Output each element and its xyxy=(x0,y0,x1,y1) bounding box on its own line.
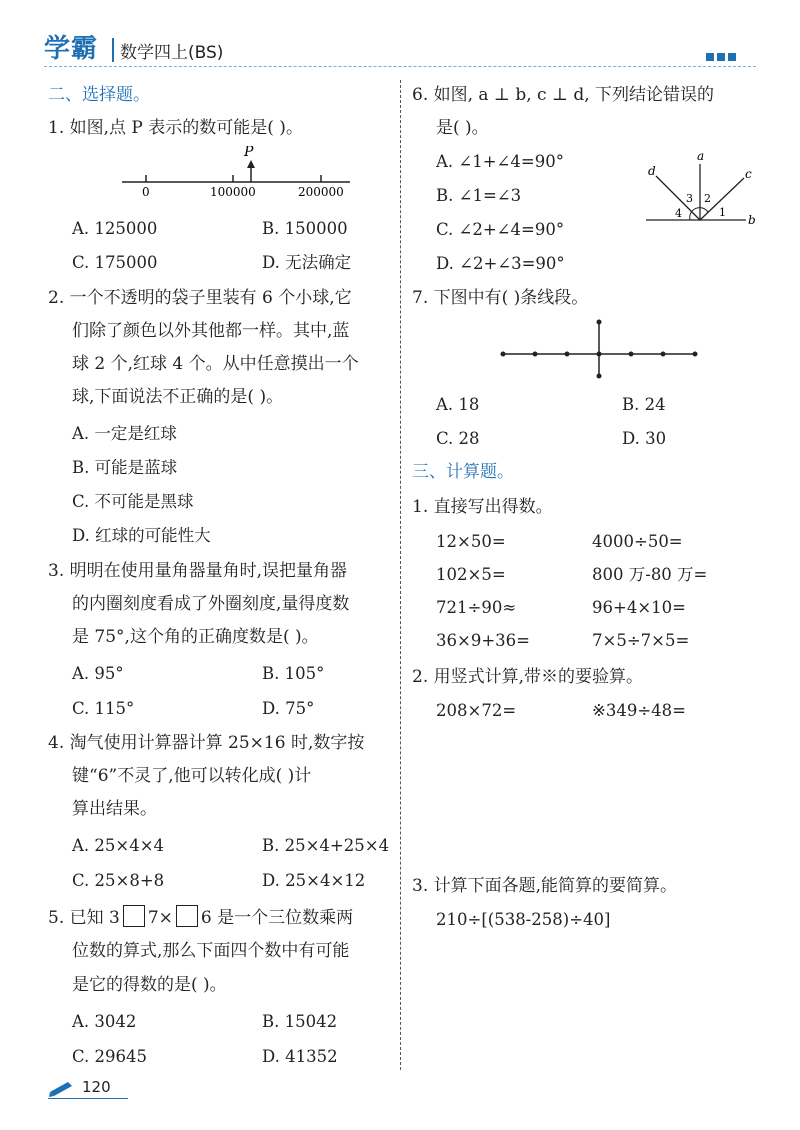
header-divider xyxy=(112,38,114,62)
q3-option-a[interactable]: A. 95° xyxy=(72,664,124,683)
q1-stem: 1. 如图,点 P 表示的数可能是( )。 xyxy=(48,118,303,138)
q2-option-c[interactable]: C. 不可能是黑球 xyxy=(72,492,194,511)
q3-line-2: 的内圈刻度看成了外圈刻度,量得度数 xyxy=(72,594,350,614)
q2-option-d[interactable]: D. 红球的可能性大 xyxy=(72,526,211,545)
q1-option-a[interactable]: A. 125000 xyxy=(72,219,158,238)
calc1-item-5: 721÷90≈ xyxy=(436,598,517,617)
label-angle-4: 4 xyxy=(675,207,682,220)
point-center xyxy=(597,352,602,357)
point-h6 xyxy=(661,352,666,357)
q5-option-b[interactable]: B. 15042 xyxy=(262,1012,338,1031)
label-angle-3: 3 xyxy=(686,192,693,205)
calc2-title: 2. 用竖式计算,带※的要验算。 xyxy=(412,667,644,687)
calc1-item-6: 96+4×10= xyxy=(592,598,686,617)
label-a: a xyxy=(697,150,705,163)
q6-option-c[interactable]: C. ∠2+∠4=90° xyxy=(436,220,565,239)
q4-option-d[interactable]: D. 25×4×12 xyxy=(262,871,366,890)
book-title: 数学四上(BS) xyxy=(120,43,224,63)
q5-option-a[interactable]: A. 3042 xyxy=(72,1012,137,1031)
label-b: b xyxy=(748,213,756,227)
q2-line-4: 球,下面说法不正确的是( )。 xyxy=(72,387,284,407)
calc1-item-7: 36×9+36= xyxy=(436,631,530,650)
q1-option-d[interactable]: D. 无法确定 xyxy=(262,253,352,272)
page-number: 120 xyxy=(82,1078,111,1096)
q1-number-line xyxy=(118,146,353,198)
q2-line-3: 球 2 个,红球 4 个。从中任意摸出一个 xyxy=(72,354,359,374)
q2-line-2: 们除了颜色以外其他都一样。其中,蓝 xyxy=(72,321,350,341)
calc3-title: 3. 计算下面各题,能简算的要简算。 xyxy=(412,876,678,896)
q7-segment-figure xyxy=(495,316,705,382)
q7-option-c[interactable]: C. 28 xyxy=(436,429,480,448)
brand-logo: 学霸 xyxy=(44,34,99,64)
q7-option-b[interactable]: B. 24 xyxy=(622,395,666,414)
section-choice-title: 二、选择题。 xyxy=(48,85,150,105)
q5-option-c[interactable]: C. 29645 xyxy=(72,1047,148,1066)
point-h7 xyxy=(693,352,698,357)
calc1-item-1: 12×50= xyxy=(436,532,506,551)
q6-option-a[interactable]: A. ∠1+∠4=90° xyxy=(436,152,564,171)
calc1-item-3: 102×5= xyxy=(436,565,506,584)
calc3-expression: 210÷[(538-258)÷40] xyxy=(436,910,611,929)
calc1-title: 1. 直接写出得数。 xyxy=(412,497,553,517)
q6-option-d[interactable]: D. ∠2+∠3=90° xyxy=(436,254,565,273)
q7-stem: 7. 下图中有( )条线段。 xyxy=(412,288,589,308)
calc1-item-2: 4000÷50= xyxy=(592,532,683,551)
q3-line-1: 3. 明明在使用量角器量角时,误把量角器 xyxy=(48,561,348,581)
point-h2 xyxy=(533,352,538,357)
tick-label-0: 0 xyxy=(142,185,150,198)
q6-line-1: 6. 如图, a ⊥ b, c ⊥ d, 下列结论错误的 xyxy=(412,85,715,105)
q3-option-b[interactable]: B. 105° xyxy=(262,664,325,683)
footer-rule xyxy=(48,1098,128,1099)
pencil-icon xyxy=(48,1078,78,1098)
q7-option-d[interactable]: D. 30 xyxy=(622,429,667,448)
q4-line-3: 算出结果。 xyxy=(72,799,157,819)
blank-box-2[interactable] xyxy=(176,905,198,927)
calc2-item-2: ※349÷48= xyxy=(592,701,686,720)
q2-option-a[interactable]: A. 一定是红球 xyxy=(72,424,177,443)
q4-line-1: 4. 淘气使用计算器计算 25×16 时,数字按 xyxy=(48,733,365,753)
q3-option-d[interactable]: D. 75° xyxy=(262,699,315,718)
q4-option-a[interactable]: A. 25×4×4 xyxy=(72,836,165,855)
point-h3 xyxy=(565,352,570,357)
point-h1 xyxy=(501,352,506,357)
q1-option-c[interactable]: C. 175000 xyxy=(72,253,158,272)
point-h5 xyxy=(629,352,634,357)
q4-line-2: 键“6”不灵了,他可以转化成( )计 xyxy=(72,766,312,786)
point-p-label: P xyxy=(244,146,254,160)
q6-line-2: 是( )。 xyxy=(436,118,489,138)
tick-label-100000: 100000 xyxy=(210,185,256,198)
q6-angle-figure xyxy=(640,150,760,232)
q5-line-3: 是它的得数的是( )。 xyxy=(72,975,227,995)
q4-option-c[interactable]: C. 25×8+8 xyxy=(72,871,165,890)
header-decoration xyxy=(706,46,739,65)
calc1-item-4: 800 万-80 万= xyxy=(592,565,708,584)
q2-line-1: 2. 一个不透明的袋子里装有 6 个小球,它 xyxy=(48,288,352,308)
calc1-item-8: 7×5÷7×5= xyxy=(592,631,690,650)
q5-line-1: 5. 已知 3 7× 6 是一个三位数乘两 xyxy=(48,905,353,929)
point-v3 xyxy=(597,374,602,379)
section-calc-title: 三、计算题。 xyxy=(412,462,514,482)
q4-option-b[interactable]: B. 25×4+25×4 xyxy=(262,836,390,855)
q5-line-2: 位数的算式,那么下面四个数中有可能 xyxy=(72,941,350,961)
q5-option-d[interactable]: D. 41352 xyxy=(262,1047,338,1066)
q1-option-b[interactable]: B. 150000 xyxy=(262,219,348,238)
header-rule xyxy=(44,66,756,67)
q2-option-b[interactable]: B. 可能是蓝球 xyxy=(72,458,178,477)
q3-option-c[interactable]: C. 115° xyxy=(72,699,135,718)
point-v1 xyxy=(597,320,602,325)
label-d: d xyxy=(648,164,656,178)
calc2-item-1: 208×72= xyxy=(436,701,517,720)
label-angle-1: 1 xyxy=(719,206,726,219)
q6-option-b[interactable]: B. ∠1=∠3 xyxy=(436,186,522,205)
tick-label-200000: 200000 xyxy=(298,185,344,198)
label-angle-2: 2 xyxy=(704,192,711,205)
q7-option-a[interactable]: A. 18 xyxy=(436,395,480,414)
label-c: c xyxy=(745,167,752,181)
q3-line-3: 是 75°,这个角的正确度数是( )。 xyxy=(72,627,319,647)
blank-box-1[interactable] xyxy=(123,905,145,927)
point-p-arrowhead xyxy=(247,160,255,168)
column-divider xyxy=(400,80,401,1070)
